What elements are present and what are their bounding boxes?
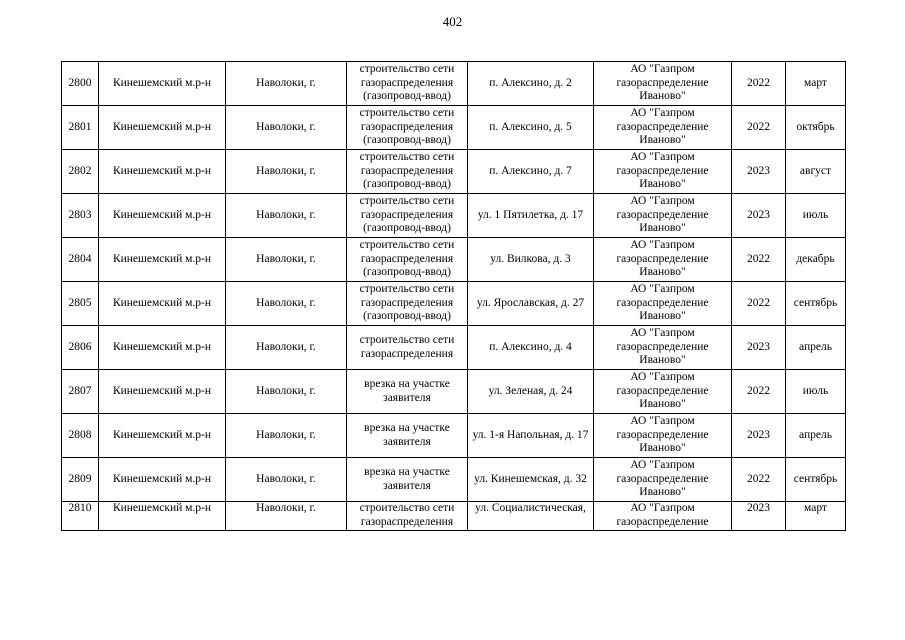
cell-year: 2022 (732, 62, 786, 106)
cell-month: декабрь (786, 238, 846, 282)
page-number: 402 (442, 14, 463, 29)
cell-number: 2808 (62, 414, 99, 458)
cell-organization: АО "Газпром газораспределение Иваново" (594, 326, 732, 370)
cell-address: п. Алексино, д. 2 (468, 62, 594, 106)
table-row (62, 282, 846, 326)
cell-town: Наволоки, г. (226, 62, 347, 106)
cell-district: Кинешемский м.р-н (99, 282, 226, 326)
cell-work-type: строительство сети газораспределения (347, 326, 468, 370)
cell-organization: АО "Газпром газораспределение Иваново" (594, 150, 732, 194)
cell-month: июль (786, 194, 846, 238)
cell-district: Кинешемский м.р-н (99, 106, 226, 150)
cell-address: ул. Кинешемская, д. 32 (468, 458, 594, 502)
cell-number: 2802 (62, 150, 99, 194)
cell-work-type: строительство сети газораспределения (газопровод-ввод) (347, 194, 468, 238)
table-row (62, 370, 846, 414)
cell-month: март (786, 62, 846, 106)
cell-year: 2023 (732, 326, 786, 370)
table-row (62, 238, 846, 282)
cell-district: Кинешемский м.р-н (99, 150, 226, 194)
cell-address: ул. Ярославская, д. 27 (468, 282, 594, 326)
cell-district: Кинешемский м.р-н (99, 370, 226, 414)
table-row (62, 106, 846, 150)
cell-year: 2022 (732, 370, 786, 414)
table-row (62, 326, 846, 370)
cell-number: 2803 (62, 194, 99, 238)
cell-number: 2800 (62, 62, 99, 106)
cell-number: 2804 (62, 238, 99, 282)
cell-number: 2805 (62, 282, 99, 326)
cell-organization: АО "Газпром газораспределение Иваново" (594, 194, 732, 238)
cell-work-type: врезка на участке заявителя (347, 370, 468, 414)
cell-month: сентябрь (786, 282, 846, 326)
cell-district: Кинешемский м.р-н (99, 62, 226, 106)
table-row (62, 150, 846, 194)
gas-connection-table (61, 61, 846, 531)
cell-organization: АО "Газпром газораспределение Иваново" (594, 458, 732, 502)
cell-address: ул. 1 Пятилетка, д. 17 (468, 194, 594, 238)
table-row (62, 458, 846, 502)
cell-district: Кинешемский м.р-н (99, 194, 226, 238)
cell-organization: АО "Газпром газораспределение (594, 502, 732, 531)
cell-address: ул. Вилкова, д. 3 (468, 238, 594, 282)
cell-organization: АО "Газпром газораспределение Иваново" (594, 238, 732, 282)
cell-month: июль (786, 370, 846, 414)
cell-organization: АО "Газпром газораспределение Иваново" (594, 62, 732, 106)
cell-work-type: врезка на участке заявителя (347, 458, 468, 502)
cell-town: Наволоки, г. (226, 150, 347, 194)
cell-year: 2022 (732, 238, 786, 282)
cell-month: сентябрь (786, 458, 846, 502)
cell-town: Наволоки, г. (226, 282, 347, 326)
cell-town: Наволоки, г. (226, 326, 347, 370)
cell-organization: АО "Газпром газораспределение Иваново" (594, 370, 732, 414)
cell-organization: АО "Газпром газораспределение Иваново" (594, 106, 732, 150)
cell-month: октябрь (786, 106, 846, 150)
cell-town: Наволоки, г. (226, 106, 347, 150)
cell-year: 2022 (732, 106, 786, 150)
cell-town: Наволоки, г. (226, 370, 347, 414)
cell-work-type: строительство сети газораспределения (газопровод-ввод) (347, 62, 468, 106)
cell-year: 2023 (732, 150, 786, 194)
cell-month: август (786, 150, 846, 194)
cell-number: 2806 (62, 326, 99, 370)
cell-district: Кинешемский м.р-н (99, 502, 226, 531)
cell-address: ул. 1-я Напольная, д. 17 (468, 414, 594, 458)
cell-month: апрель (786, 326, 846, 370)
cell-town: Наволоки, г. (226, 414, 347, 458)
cell-organization: АО "Газпром газораспределение Иваново" (594, 414, 732, 458)
cell-town: Наволоки, г. (226, 502, 347, 531)
cell-work-type: строительство сети газораспределения (347, 502, 468, 531)
cell-number: 2807 (62, 370, 99, 414)
cell-month: апрель (786, 414, 846, 458)
table-row (62, 414, 846, 458)
cell-number: 2801 (62, 106, 99, 150)
cell-address: ул. Социалистическая, (468, 502, 594, 531)
cell-year: 2023 (732, 502, 786, 531)
cell-year: 2023 (732, 194, 786, 238)
cell-year: 2023 (732, 414, 786, 458)
cell-address: п. Алексино, д. 7 (468, 150, 594, 194)
cell-district: Кинешемский м.р-н (99, 458, 226, 502)
cell-work-type: строительство сети газораспределения (газопровод-ввод) (347, 282, 468, 326)
cell-district: Кинешемский м.р-н (99, 414, 226, 458)
cell-month: март (786, 502, 846, 531)
cell-town: Наволоки, г. (226, 238, 347, 282)
table-row (62, 62, 846, 106)
cell-address: п. Алексино, д. 4 (468, 326, 594, 370)
cell-district: Кинешемский м.р-н (99, 238, 226, 282)
cell-address: ул. Зеленая, д. 24 (468, 370, 594, 414)
table-row (62, 194, 846, 238)
cell-town: Наволоки, г. (226, 194, 347, 238)
cell-work-type: строительство сети газораспределения (газопровод-ввод) (347, 150, 468, 194)
cell-number: 2809 (62, 458, 99, 502)
cell-year: 2022 (732, 458, 786, 502)
cell-organization: АО "Газпром газораспределение Иваново" (594, 282, 732, 326)
cell-work-type: строительство сети газораспределения (газопровод-ввод) (347, 238, 468, 282)
cell-year: 2022 (732, 282, 786, 326)
cell-address: п. Алексино, д. 5 (468, 106, 594, 150)
cell-work-type: строительство сети газораспределения (газопровод-ввод) (347, 106, 468, 150)
cell-town: Наволоки, г. (226, 458, 347, 502)
table-row (62, 502, 846, 531)
cell-district: Кинешемский м.р-н (99, 326, 226, 370)
cell-work-type: врезка на участке заявителя (347, 414, 468, 458)
cell-number: 2810 (62, 502, 99, 531)
